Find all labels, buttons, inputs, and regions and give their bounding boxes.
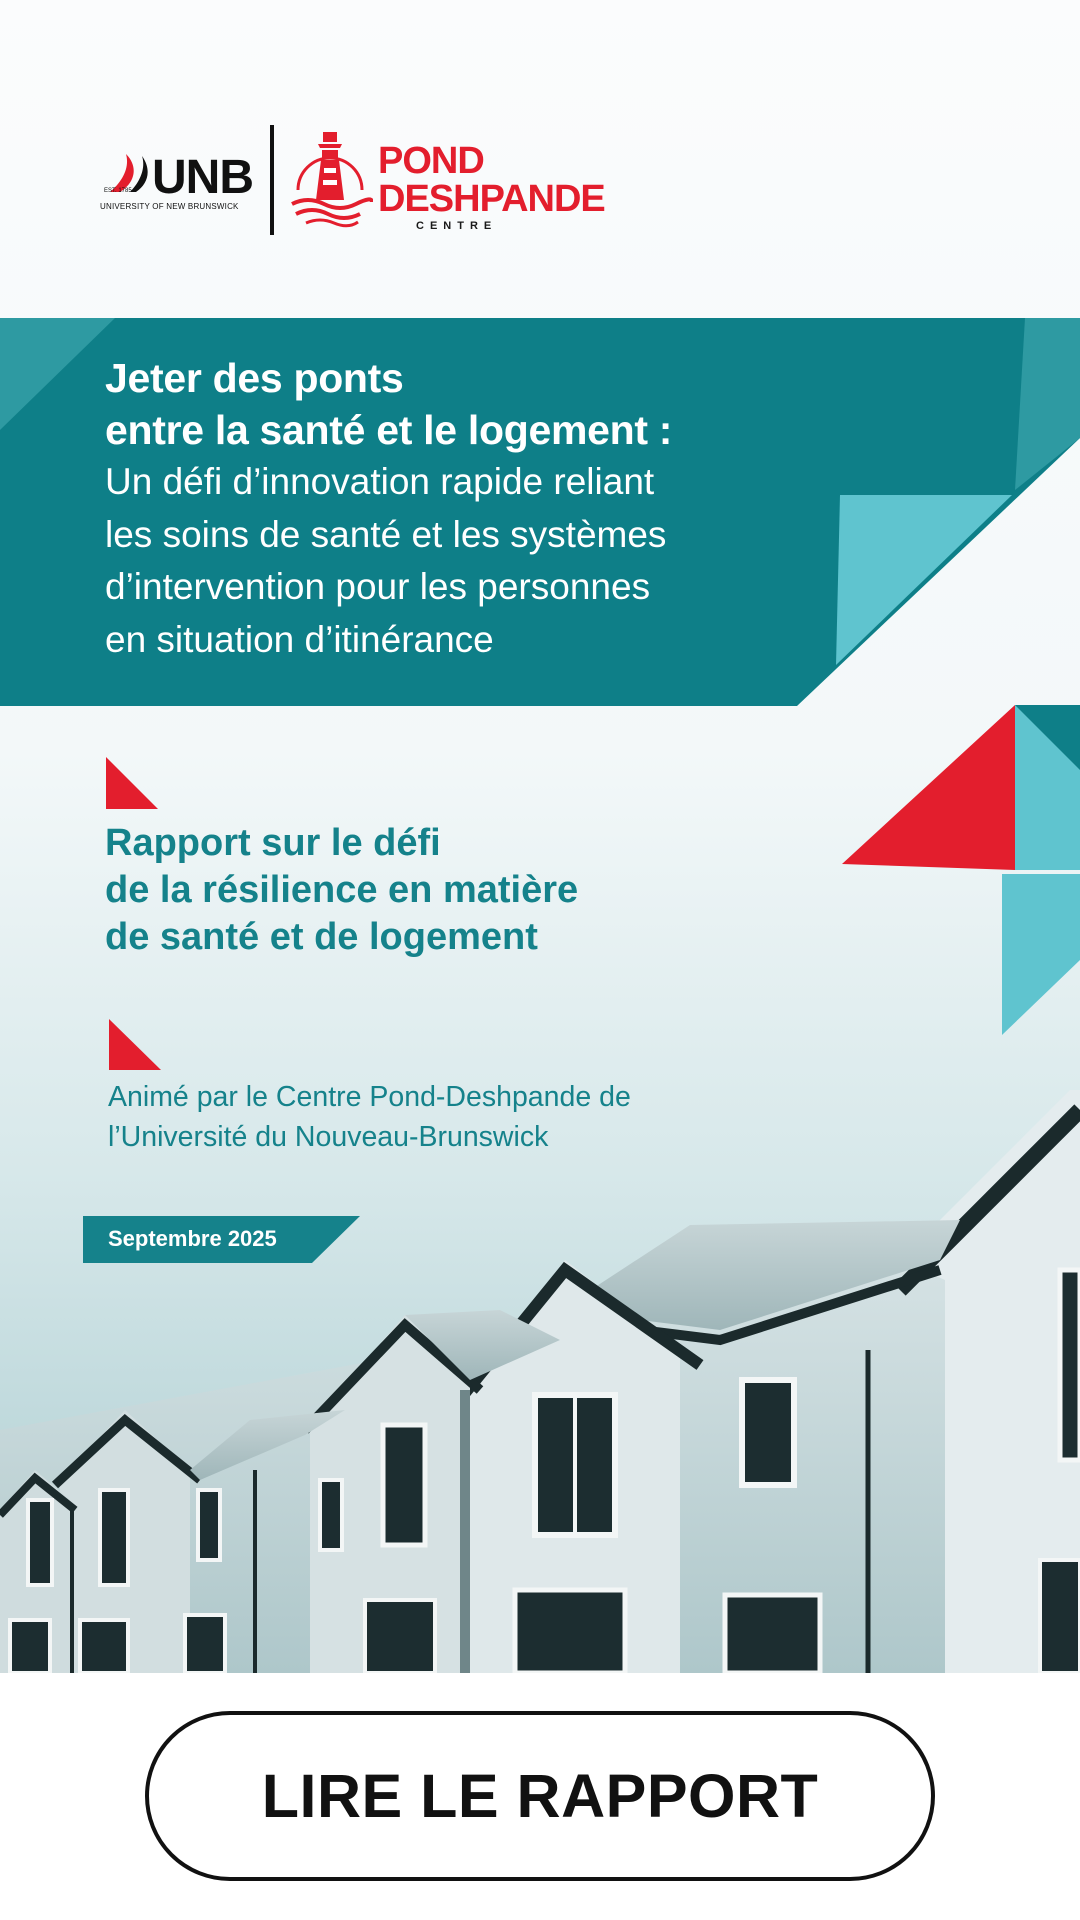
banner-subtitle-line: en situation d’itinérance: [105, 618, 494, 660]
unb-wordmark: UNB: [152, 151, 253, 204]
report-title-line: de la résilience en matière: [105, 869, 579, 911]
banner-title-line2: entre la santé et le logement :: [105, 407, 673, 453]
banner-subtitle-line: les soins de santé et les systèmes: [105, 513, 667, 555]
host-text-line: l’Université du Nouveau-Brunswick: [108, 1121, 549, 1153]
banner-title-line1: Jeter des ponts: [105, 355, 404, 401]
report-title-line: Rapport sur le défi: [105, 822, 441, 864]
unb-subtitle: UNIVERSITY OF NEW BRUNSWICK: [100, 202, 239, 211]
report-title-line: de santé et de logement: [105, 916, 538, 958]
read-report-button-label: LIRE LE RAPPORT: [261, 1762, 819, 1830]
date-label: Septembre 2025: [108, 1226, 277, 1251]
unb-est: EST. 1785: [104, 188, 132, 194]
host-text-line: Animé par le Centre Pond-Deshpande de: [108, 1081, 631, 1113]
red-marker-2: [109, 1019, 161, 1070]
pd-wordmark-line1: POND: [378, 140, 484, 182]
teal-triangle-right-bottom: [1002, 874, 1080, 1035]
read-report-button[interactable]: [145, 1711, 935, 1881]
red-marker-1: [106, 757, 158, 809]
pd-wordmark-line2: DESHPANDE: [378, 178, 605, 220]
report-title: [105, 820, 805, 961]
banner-text: [105, 352, 865, 666]
banner-subtitle-line: d’intervention pour les personnes: [105, 566, 651, 607]
host-text: [108, 1077, 808, 1157]
red-triangle-right: [842, 705, 1015, 870]
banner-subtitle-line: Un défi d’innovation rapide reliant: [105, 461, 655, 502]
townhouses-image: [0, 1090, 1080, 1673]
pd-wordmark-line3: CENTRE: [416, 220, 498, 232]
cta-section: [0, 1673, 1080, 1920]
